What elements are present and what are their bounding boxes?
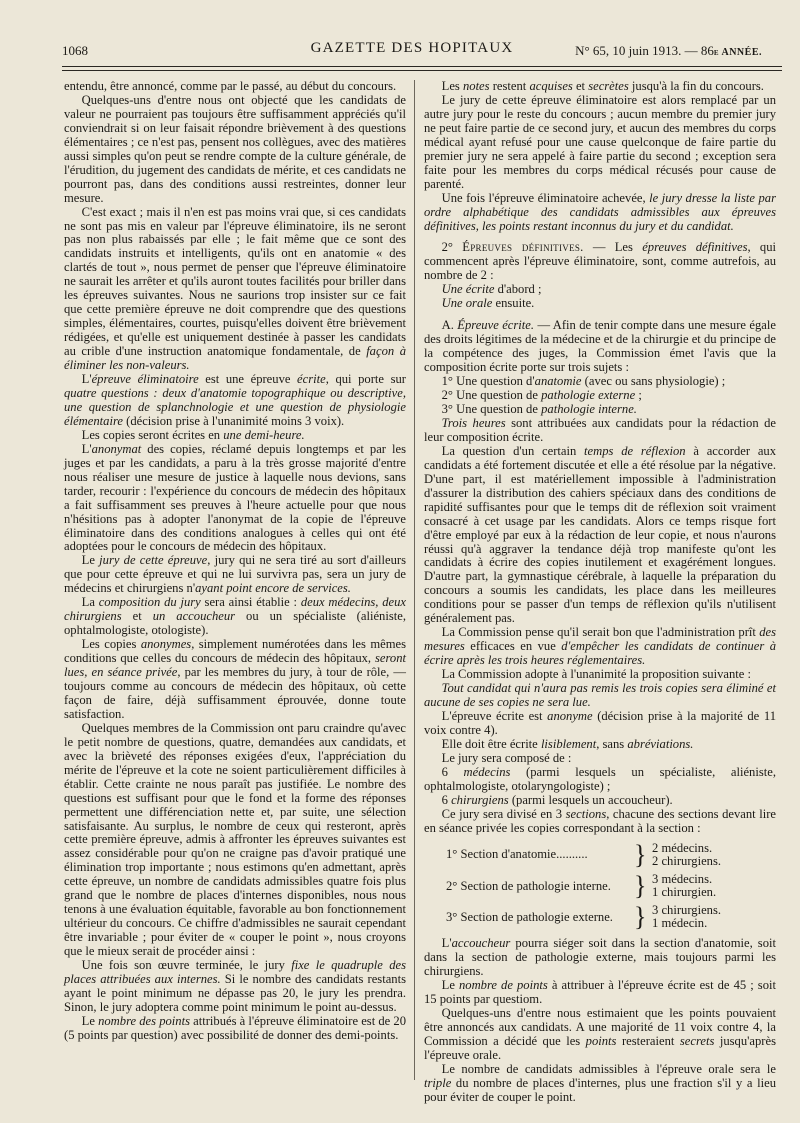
issue-year: e ANNÉE. (713, 47, 762, 58)
paragraph: La Commission pense qu'il serait bon que l'administration prît des mesures efficaces en vue d'empêcher les candidats de continuer à écrire après les trois heures réglementaires. (424, 625, 776, 668)
paragraph: Le jury de cette épreuve, jury qui ne sera tiré au sort d'ailleurs que pour cette épreuve et qui ne lui survivra pas, sera un jury de médecins et chirurgiens n'ayant point encore de services. (64, 553, 406, 596)
paragraph: Le jury sera composé de : (441, 750, 572, 765)
issue-date: N° 65, 10 juin 1913. — 86 (575, 43, 714, 58)
paragraph: Le nombre des points attribués à l'épreuve éliminatoire est de 20 (5 points par question) avec possibilité de donner des demi-points. (64, 1013, 406, 1042)
jury-section-row (424, 901, 776, 933)
header-rule-thin (62, 70, 782, 71)
column-divider (414, 80, 415, 1080)
paragraph: entendu, être annoncé, comme par le passé, au début du concours. (64, 79, 397, 93)
paragraph: L'accoucheur pourra siéger soit dans la section d'anatomie, soit dans la section de pathologie externe, mais toujours parmi les chirurgiens. (424, 936, 776, 978)
paragraph: Ce jury sera divisé en 3 sections, chacune des sections devant lire en séance privée les copies correspondant à la section : (424, 806, 776, 835)
paragraph: 6 médecins (parmi lesquels un spécialiste, aliéniste, ophtalmologiste, otolaryngologiste) ; (424, 764, 776, 793)
jury-sections-table (424, 839, 776, 933)
paragraph: Tout candidat qui n'aura pas remis les trois copies sera éliminé et aucune de ses copies ne sera lue. (424, 681, 776, 709)
header-rule-thick (62, 66, 782, 67)
issue-info (575, 43, 762, 59)
paragraph: Le nombre de candidats admissibles à l'épreuve orale sera le triple du nombre de places d'internes, plus une fraction s'il y a lieu pour éviter de couper le point. (424, 1061, 776, 1104)
paragraph: Le nombre de points à attribuer à l'épreuve écrite est de 45 ; soit 15 points par questiom. (424, 977, 777, 1006)
paragraph: L'épreuve éliminatoire est une épreuve écrite, qui porte sur quatre questions : deux d'anatomie topographique ou descriptive, une question de splanchnologie et une question de physiologie élémentaire (décision prise à l'unanimité moins 3 voix). (64, 372, 406, 428)
page-number: 1068 (62, 43, 88, 58)
paragraph: Les copies seront écrites en une demi-heure. (81, 427, 305, 442)
paragraph: Une fois son œuvre terminée, le jury fixe le quadruple des places attribuées aux internes. Si le nombre des candidats restants ayant le point minimum ne dépasse pas 20, le jury les prendra. Sinon, le jury adoptera comme point minimum le point au-dessus. (64, 958, 406, 1014)
jury-section-row (424, 839, 776, 870)
brace-icon: } (634, 870, 647, 901)
left-column (64, 80, 406, 1043)
paragraph: La composition du jury sera ainsi établie : deux médecins, deux chirurgiens et un accoucheur ou un spécialiste (aliéniste, ophtalmologiste, otologiste). (64, 595, 406, 638)
section-label: 1° Section d'anatomie.......... (446, 847, 588, 862)
paragraph: La Commission adopte à l'unanimité la proposition suivante : (441, 667, 751, 682)
paragraph: Les copies anonymes, simplement numérotées dans les mêmes conditions que celles du concours de médecin des hôpitaux, seront lues, en séance privée, par les membres du jury, à tour de rôle, — toujours comme au concours de médecin des hôpitaux, où cette façon de faire, déjà suffisamment éprouvée, donne toute satisfaction. (64, 637, 407, 721)
section-members: 2 médecins. 2 chirurgiens. (652, 840, 722, 869)
page-header (62, 38, 762, 62)
section-members: 3 médecins. 1 chirurgien. (652, 871, 717, 900)
paragraph: Le jury de cette épreuve éliminatoire est alors remplacé par un autre jury pour le reste du concours ; aucun membre du premier jury ne peut faire partie de ce second jury, et aucun des membres du corps médical ayant refusé pour une cause quelconque de faire partie du premier jury ne sera appelé à faire partie du second ; exception sera faite pour les membres du corps médical récusés pour cause de parenté. (424, 92, 776, 191)
section-label: 3° Section de pathologie externe. (446, 909, 613, 924)
paragraph: Une fois l'épreuve éliminatoire achevée, le jury dresse la liste par ordre alphabétique des candidats admissibles aux épreuves définitives, les points restant inconnus du jury et du candidat. (424, 190, 777, 233)
paragraph: 6 chirurgiens (parmi lesquels un accoucheur). (441, 792, 673, 807)
paragraph: L'épreuve écrite est anonyme (décision prise à la majorité de 11 voix contre 4). (424, 708, 776, 737)
brace-icon: } (634, 901, 647, 933)
paragraph: Quelques-uns d'entre nous ont objecté que les candidats de valeur ne pourraient pas toujours être suffisamment appréciés qu'il conviendrait si on leur faisait répondre brièvement à des questions élémentaires ; ce n'est pas, pensent nos collègues, avec des matières aussi simples qu'on peut se rendre compte de la culture générale, de l'érudition, du jugement des candidats de mérite, et ces candidats ne pourront pas, dans des conditions aussi restreintes, donner leur mesure. (64, 92, 406, 205)
paragraph: Trois heures sont attribuées aux candidats pour la rédaction de leur composition écrite. (424, 415, 776, 444)
list-item: Une écrite d'abord ; (441, 282, 542, 297)
paragraph: L'anonymat des copies, réclamé depuis longtemps et par les juges et par les candidats, a paru à la très grosse majorité d'entre nous réaliser une mesure de justice à laquelle nous devions, sans tarder, recourir : l'expérience du concours de médecin des hôpitaux a fait suffisamment ses preuves à l'heure actuelle pour que nous n'hésitions pas à adopter l'anonymat de la copie de l'épreuve éliminatoire dans des conditions analogues à celles qui ont été adoptées pour le concours de médecin des hôpitaux. (64, 441, 406, 554)
section-members: 3 chirurgiens. 1 médecin. (652, 902, 722, 931)
paragraph: La question d'un certain temps de réflexion à accorder aux candidats a été fortement discutée et elle a été résolue par la négative. D'une part, il est matériellement impossible à l'administration d'assurer la distribution des cahiers spéciaux dans des conditions de rapidité suffisantes pour que le temps dit de réflexion soit vraiment consacré à cet usage par les candidats. Alors ce temps risque fort d'être employé par eux à la rédaction de leur copie, et nous n'aurons réussi qu'à aggraver la tendance déjà trop manifeste qu'ont les candidats à écrire des copies inutilement et exagérément longues. D'autre part, la gymnastique cérébrale, à laquelle la préparation du concours a soumis les candidats, les place dans les meilleures conditions pour se passer d'un temps de réflexion qu'ils n'utilisent généralement pas. (424, 443, 777, 626)
list-item: 1° Une question d'anatomie (avec ou sans physiologie) ; (441, 374, 726, 389)
jury-section-row (424, 870, 776, 901)
paragraph: C'est exact ; mais il n'en est pas moins vrai que, si ces candidats ne sont pas mis en valeur par l'épreuve éliminatoire, ils ne seront pas non plus rabaissés par elle ; le fait même que ce sont des candidats instruits et intelligents, qu'ils ont en anatomie « des clartés de tout », nous permet de penser que l'épreuve éliminatoire ne saurait les arrêter et qu'ils auront toutes facilités pour briller dans les épreuves suivantes. Nous ne saurions trop insister sur ce fait que cette première épreuve ne doit comprendre que des questions simples, élémentaires, courtes, puisqu'elles doivent être brièvement rédigées, et qu'elle est uniquement destinée à passer les candidats au crible d'une instruction anatomique fondamentale, de façon à éliminer les non-valeurs. (64, 204, 406, 373)
paragraph: Quelques membres de la Commission ont paru craindre qu'avec le petit nombre de questions, quatre, demandées aux candidats, et avec la brièveté des réponses exigées d'eux, l'appréciation du mérite de l'épreuve et la cote ne soient particulièrement difficiles à établir. Cette crainte ne nous paraît pas justifiée. Le nombre des questions est suffisant pour que le fond et la forme des réponses permettent une différenciation nette et, par suite, une sélection satisfaisante. Au surplus, le nombre de ceux qui resteront, après cette première épreuve, admis à affronter les épreuves suivantes est assez considérable pour qu'on ne craigne pas d'avoir pratiqué une élimination trop importante ; nous estimons qu'en admettant, après cette épreuve, un nombre de candidats admissibles quatre fois plus grand que le nombre de places d'internes disponibles, nous nous tenons à une évaluation équitable, favorable au bon fonctionnement ultérieur du concours. Ce chiffre d'admissibles ne saurait cependant être invariable ; pour éviter de « couper le point », nous croyons que le mieux serait de procéder ainsi : (64, 720, 406, 959)
paragraph: A. Épreuve écrite. — Afin de tenir compte dans une mesure égale des droits légitimes de la médecine et de la chirurgie et du principe de la compétence des juges, la Commission émet l'avis que la composition écrite porte sur trois sujets : (424, 318, 776, 375)
list-item: 2° Une question de pathologie externe ; (441, 388, 642, 403)
paragraph: Quelques-uns d'entre nous estimaient que les points pouvaient être annoncés aux candidats. A une majorité de 11 voix contre 4, la Commission a décidé que les points resteraient secrets jusqu'après l'épreuve orale. (424, 1005, 776, 1062)
list-item: Une orale ensuite. (441, 296, 535, 311)
section-heading-definitive: 2° Épreuves définitives. — Les épreuves définitives, qui commencent après l'épreuve éliminatoire, sont, comme autrefois, au nombre de 2 : (424, 240, 776, 283)
paragraph: Elle doit être écrite lisiblement, sans abréviations. (441, 736, 694, 751)
brace-icon: } (634, 839, 647, 870)
section-label: 2° Section de pathologie interne. (446, 878, 611, 893)
right-column (424, 80, 776, 1105)
list-item: 3° Une question de pathologie interne. (441, 401, 637, 416)
journal-title: GAZETTE DES HOPITAUX (310, 40, 514, 56)
paragraph: Les notes restent acquises et secrètes jusqu'à la fin du concours. (441, 79, 764, 93)
